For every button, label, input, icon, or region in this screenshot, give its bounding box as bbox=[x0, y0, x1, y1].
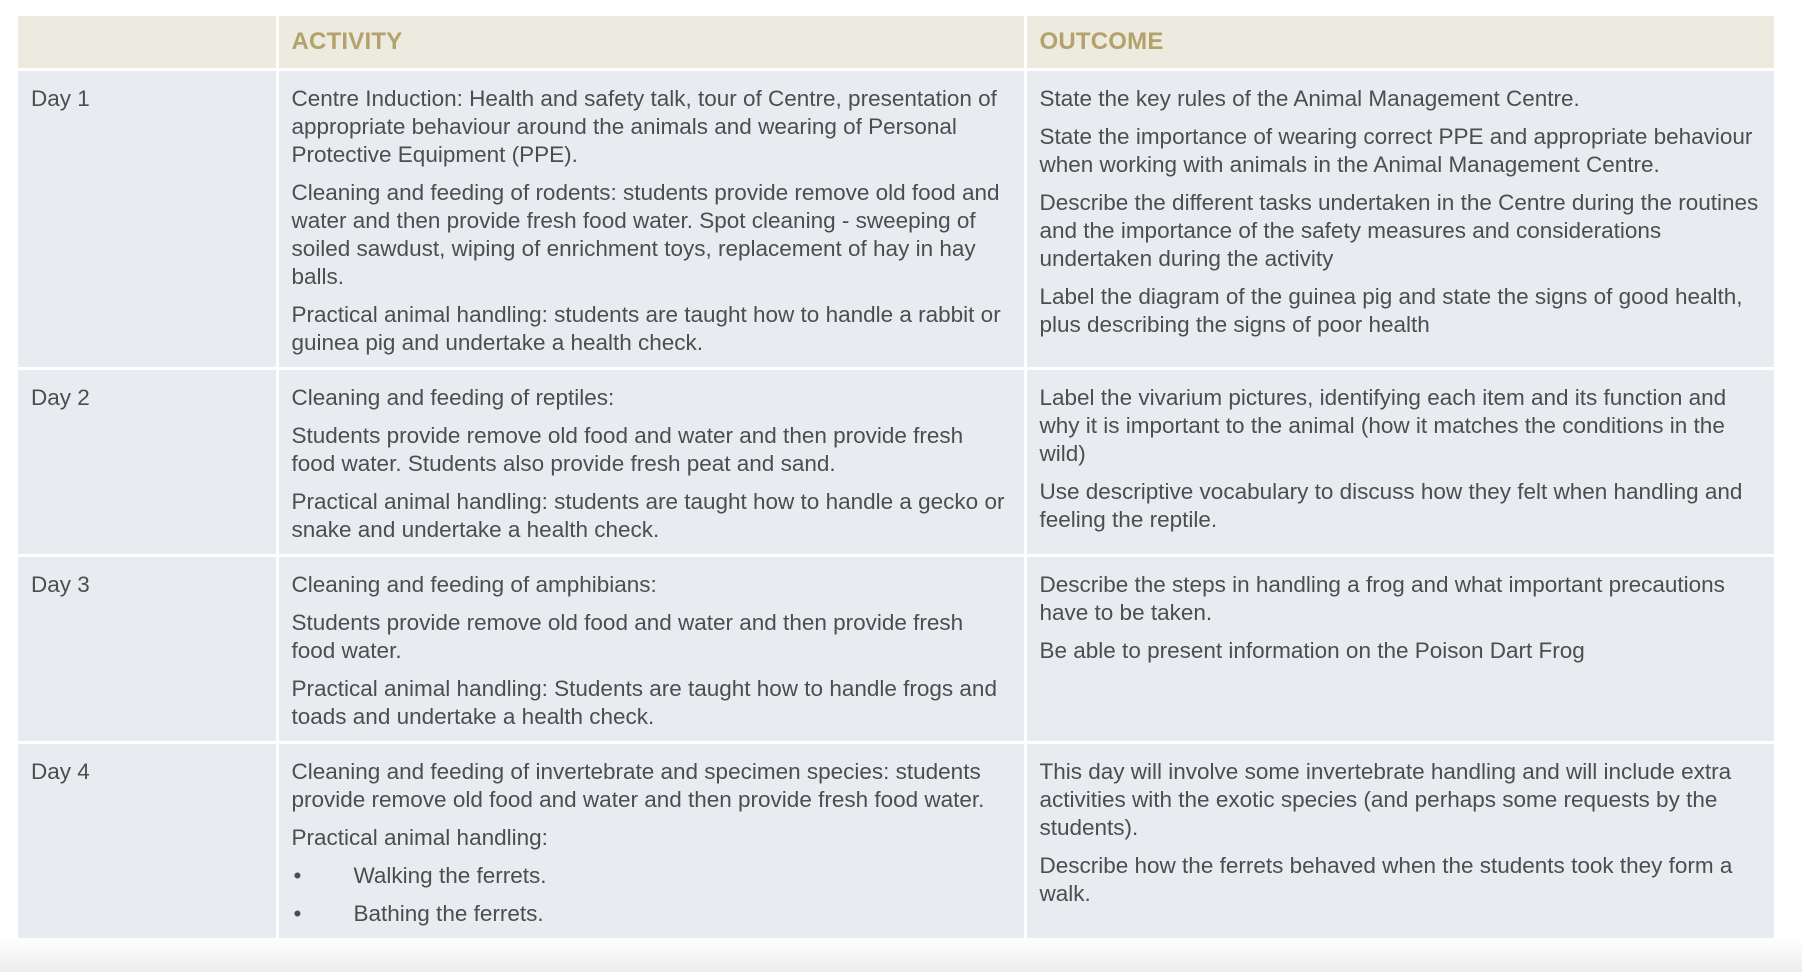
outcome-text: Describe how the ferrets behaved when the students took they form a walk. bbox=[1039, 853, 1733, 906]
activity-text: Cleaning and feeding of rodents: students provide remove old food and water and then provide fresh food water. Spot cleaning - sweeping of soiled sawdust, wiping of enrichment toys, replacement of hay in hay balls. bbox=[291, 180, 1000, 289]
header-outcome: OUTCOME bbox=[1025, 16, 1774, 70]
activity-cell bbox=[277, 70, 1025, 369]
activity-cell bbox=[277, 369, 1025, 556]
table-row bbox=[18, 70, 1774, 369]
table-header-row bbox=[18, 16, 1774, 70]
outcome-text: Be able to present information on the Poison Dart Frog bbox=[1039, 638, 1585, 663]
header-day-cell bbox=[18, 16, 277, 70]
bullet-text: Bathing the ferrets. bbox=[353, 901, 544, 926]
bullet-icon: • bbox=[293, 901, 302, 926]
activity-text: Practical animal handling: Students are taught how to handle frogs and toads and undertake a health check. bbox=[291, 676, 997, 729]
activity-text: Practical animal handling: bbox=[291, 825, 548, 850]
activity-text: Students provide remove old food and water and then provide fresh food water. Students also provide fresh peat and sand. bbox=[291, 423, 964, 476]
outcome-cell bbox=[1025, 556, 1774, 743]
day-label: Day 1 bbox=[18, 70, 277, 369]
activity-outcome-table bbox=[18, 16, 1774, 938]
outcome-text: State the importance of wearing correct PPE and appropriate behaviour when working with animals in the Animal Management Centre. bbox=[1039, 124, 1753, 177]
day-label: Day 2 bbox=[18, 369, 277, 556]
bullet-item bbox=[292, 900, 1011, 928]
outcome-text: State the key rules of the Animal Management Centre. bbox=[1039, 86, 1580, 111]
activity-text: Cleaning and feeding of invertebrate and specimen species: students provide remove old food and water and then provide fresh food water. bbox=[291, 759, 985, 812]
outcome-text: Describe the steps in handling a frog and what important precautions have to be taken. bbox=[1039, 572, 1725, 625]
header-activity: ACTIVITY bbox=[277, 16, 1025, 70]
day-label: Day 3 bbox=[18, 556, 277, 743]
outcome-cell bbox=[1025, 369, 1774, 556]
table-row bbox=[18, 743, 1774, 939]
bullet-item bbox=[292, 862, 1011, 890]
table-row bbox=[18, 556, 1774, 743]
outcome-text: This day will involve some invertebrate handling and will include extra activities with the exotic species (and perhaps some requests by the students). bbox=[1039, 759, 1732, 840]
outcome-text: Describe the different tasks undertaken in the Centre during the routines and the importance of the safety measures and considerations undertaken during the activity bbox=[1039, 190, 1759, 271]
outcome-cell bbox=[1025, 70, 1774, 369]
outcome-text: Label the diagram of the guinea pig and state the signs of good health, plus describing the signs of poor health bbox=[1039, 284, 1743, 337]
day-label: Day 4 bbox=[18, 743, 277, 939]
activity-cell bbox=[277, 556, 1025, 743]
outcome-text: Label the vivarium pictures, identifying each item and its function and why it is important to the animal (how it matches the conditions in the wild) bbox=[1039, 385, 1727, 466]
activity-text: Cleaning and feeding of reptiles: bbox=[291, 385, 615, 410]
table-row bbox=[18, 369, 1774, 556]
activity-cell bbox=[277, 743, 1025, 939]
activity-text: Students provide remove old food and water and then provide fresh food water. bbox=[291, 610, 964, 663]
outcome-cell bbox=[1025, 743, 1774, 939]
bullet-icon: • bbox=[293, 863, 302, 888]
activity-text: Centre Induction: Health and safety talk, tour of Centre, presentation of appropriate behaviour around the animals and wearing of Personal Protective Equipment (PPE). bbox=[291, 86, 997, 167]
bullet-text: Walking the ferrets. bbox=[353, 863, 547, 888]
activity-text: Cleaning and feeding of amphibians: bbox=[291, 572, 657, 597]
activity-text: Practical animal handling: students are taught how to handle a rabbit or guinea pig and undertake a health check. bbox=[291, 302, 1001, 355]
outcome-text: Use descriptive vocabulary to discuss how they felt when handling and feeling the reptile. bbox=[1039, 479, 1743, 532]
activity-text: Practical animal handling: students are taught how to handle a gecko or snake and undertake a health check. bbox=[291, 489, 1005, 542]
